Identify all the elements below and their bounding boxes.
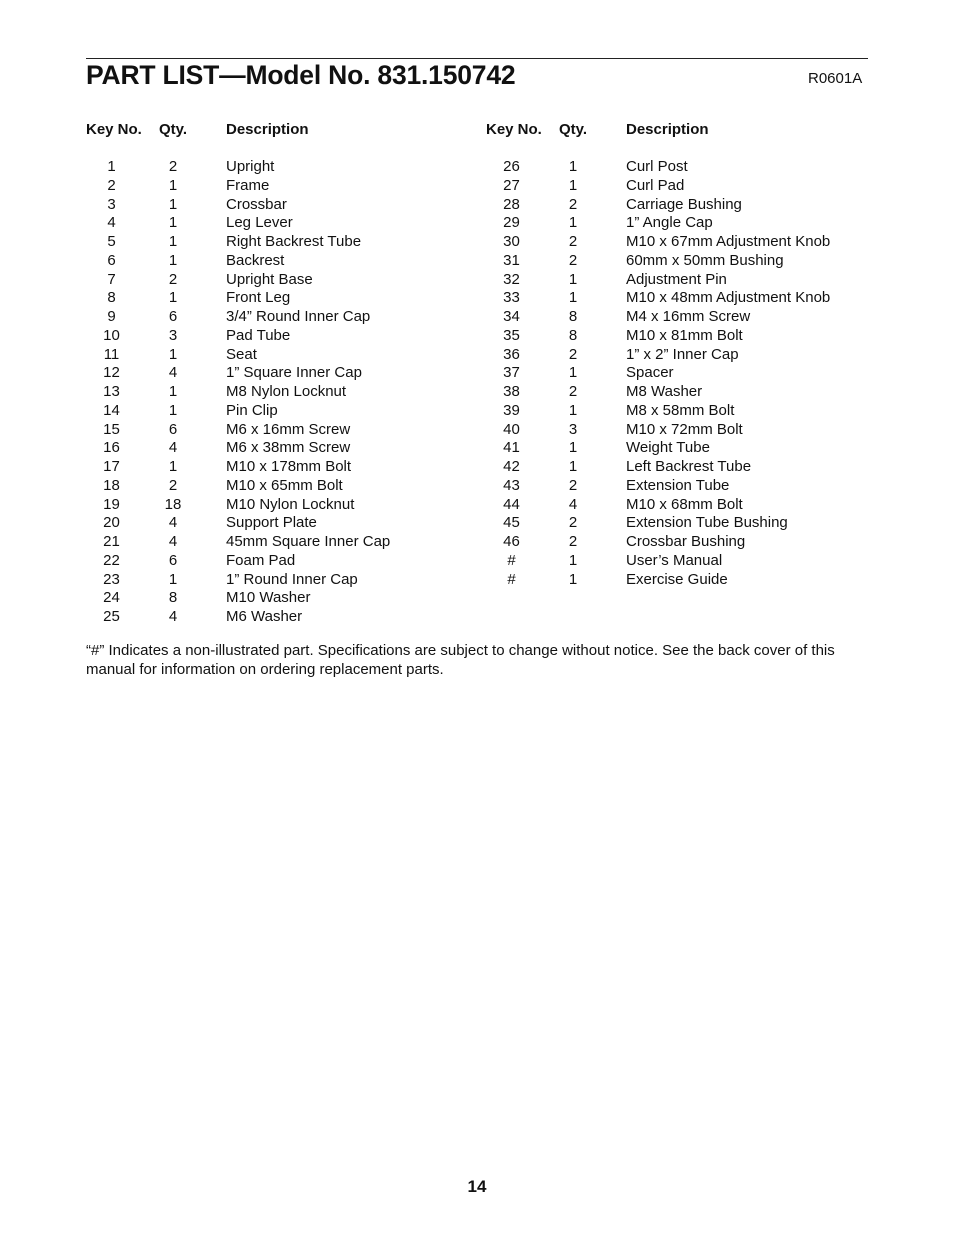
part-key-number: 21 <box>103 533 120 550</box>
table-row <box>86 439 390 458</box>
part-description: Upright Base <box>226 270 313 288</box>
part-description: Crossbar Bushing <box>626 533 746 550</box>
part-key-number: 14 <box>103 401 120 419</box>
part-description: M10 x 68mm Bolt <box>626 495 743 513</box>
table-row <box>86 496 390 515</box>
title-rule <box>86 58 868 59</box>
part-key-number: 11 <box>103 345 120 363</box>
table-row <box>486 552 830 571</box>
table-row <box>486 402 830 421</box>
part-key-number: 44 <box>503 495 520 513</box>
table-row <box>86 383 390 402</box>
part-quantity: 1 <box>568 551 578 569</box>
part-quantity: 2 <box>568 514 578 532</box>
part-key-number: 41 <box>503 439 520 457</box>
part-key-number: 22 <box>103 551 120 569</box>
part-description: Frame <box>226 176 270 194</box>
table-row <box>486 439 830 458</box>
part-description: M6 x 16mm Screw <box>226 420 351 438</box>
table-row <box>86 158 390 177</box>
table-row <box>86 533 390 552</box>
part-key-number: 4 <box>107 214 116 232</box>
page-title: PART LIST—Model No. 831.150742 <box>86 60 516 90</box>
part-quantity: 1 <box>168 176 178 194</box>
part-quantity: 1 <box>568 401 578 419</box>
part-description: Backrest <box>226 251 285 269</box>
part-quantity: 2 <box>168 270 178 288</box>
part-quantity: 2 <box>168 476 178 494</box>
part-key-number: 10 <box>103 326 120 344</box>
part-description: Curl Post <box>626 158 688 175</box>
part-quantity: 4 <box>168 608 178 625</box>
part-description: M10 x 178mm Bolt <box>226 458 352 475</box>
part-quantity: 4 <box>168 533 178 550</box>
part-description: Curl Pad <box>626 176 685 194</box>
part-quantity: 1 <box>168 289 178 307</box>
key-header: Key No. <box>86 121 142 138</box>
part-quantity: 1 <box>568 364 578 382</box>
part-description: 1” Square Inner Cap <box>226 364 362 382</box>
qty-header: Qty. <box>559 121 588 138</box>
part-key-number: 12 <box>103 364 120 382</box>
description-header: Description <box>226 121 309 138</box>
part-key-number: 45 <box>503 514 520 532</box>
part-description: Foam Pad <box>226 551 296 569</box>
part-description: Seat <box>226 345 257 363</box>
description-header: Description <box>626 121 709 138</box>
part-key-number: 38 <box>503 383 520 400</box>
table-row <box>86 346 390 365</box>
part-key-number: 25 <box>103 608 120 625</box>
part-quantity: 1 <box>568 176 578 194</box>
part-quantity: 1 <box>168 195 178 213</box>
part-description: M6 Washer <box>226 608 303 625</box>
part-description: M10 Nylon Locknut <box>226 495 355 513</box>
part-description: M10 x 81mm Bolt <box>626 326 743 344</box>
part-quantity: 2 <box>568 533 578 550</box>
part-description: Extension Tube Bushing <box>626 514 788 532</box>
part-quantity: 1 <box>168 570 178 588</box>
part-key-number: 32 <box>503 270 520 288</box>
part-quantity: 3 <box>568 420 578 438</box>
part-description: Spacer <box>626 364 674 382</box>
parts-table-right <box>486 121 830 589</box>
part-quantity: 6 <box>168 420 178 438</box>
part-quantity: 1 <box>568 439 578 457</box>
part-quantity: 6 <box>168 308 178 325</box>
table-row <box>86 552 390 571</box>
part-description: Upright <box>226 158 275 175</box>
table-row <box>86 458 390 477</box>
part-key-number: 15 <box>103 420 120 438</box>
part-key-number: 20 <box>103 514 120 532</box>
table-row <box>86 477 390 496</box>
part-description: Crossbar <box>226 195 287 213</box>
part-key-number: 9 <box>107 308 116 325</box>
key-header: Key No. <box>486 121 542 138</box>
part-key-number: 18 <box>103 476 120 494</box>
part-description: Pin Clip <box>226 401 278 419</box>
table-row <box>86 421 390 440</box>
part-quantity: 4 <box>168 439 178 457</box>
table-row <box>486 514 830 533</box>
part-quantity: 2 <box>568 251 578 269</box>
part-description: M10 x 67mm Adjustment Knob <box>626 233 831 250</box>
part-quantity: 2 <box>168 158 178 175</box>
part-description: M6 x 38mm Screw <box>226 439 351 457</box>
part-key-number: 46 <box>503 533 520 550</box>
table-row <box>486 252 830 271</box>
table-row <box>86 289 390 308</box>
part-description: M8 x 58mm Bolt <box>626 401 735 419</box>
part-quantity: 1 <box>168 251 178 269</box>
qty-header: Qty. <box>159 121 188 138</box>
part-description: Left Backrest Tube <box>626 458 752 475</box>
part-description: Leg Lever <box>226 214 293 232</box>
part-quantity: 1 <box>168 233 178 250</box>
part-description: Support Plate <box>226 514 317 532</box>
part-key-number: 7 <box>107 270 116 288</box>
part-key-number: 26 <box>503 158 520 175</box>
part-quantity: 1 <box>568 289 578 307</box>
table-row <box>86 177 390 196</box>
part-description: M8 Nylon Locknut <box>226 383 347 400</box>
table-row <box>486 177 830 196</box>
part-description: Extension Tube <box>626 476 730 494</box>
part-key-number: 36 <box>503 345 520 363</box>
table-row <box>486 327 830 346</box>
part-quantity: 1 <box>568 458 578 475</box>
table-row <box>86 514 390 533</box>
part-key-number: 28 <box>503 195 520 213</box>
part-description: Right Backrest Tube <box>226 233 362 250</box>
table-row <box>86 308 390 327</box>
table-row <box>486 289 830 308</box>
part-description: M4 x 16mm Screw <box>626 308 751 325</box>
part-key-number: 39 <box>503 401 520 419</box>
table-row <box>86 364 390 383</box>
table-row <box>486 571 830 590</box>
table-row <box>486 346 830 365</box>
part-key-number: 23 <box>103 570 120 588</box>
table-row <box>486 158 830 177</box>
part-quantity: 18 <box>164 495 182 513</box>
table-row <box>86 271 390 290</box>
part-key-number: 19 <box>103 495 120 513</box>
parts-rows-right <box>486 158 830 589</box>
part-key-number: 34 <box>503 308 520 325</box>
part-key-number: 13 <box>103 383 120 400</box>
part-quantity: 4 <box>168 514 178 532</box>
part-quantity: 2 <box>568 195 578 213</box>
table-row <box>86 327 390 346</box>
part-key-number: 29 <box>503 214 520 232</box>
part-key-number: 3 <box>107 195 116 213</box>
part-description: M10 x 65mm Bolt <box>226 476 343 494</box>
part-description: 1” x 2” Inner Cap <box>626 345 739 363</box>
part-key-number: # <box>507 570 516 588</box>
part-key-number: 6 <box>107 251 116 269</box>
table-row <box>486 458 830 477</box>
part-description: Carriage Bushing <box>626 195 742 213</box>
table-row <box>486 421 830 440</box>
part-description: Front Leg <box>226 289 291 307</box>
part-key-number: 8 <box>107 289 116 307</box>
table-row <box>486 196 830 215</box>
part-key-number: 17 <box>103 458 120 475</box>
part-description: M10 x 72mm Bolt <box>626 420 743 438</box>
table-row <box>86 589 390 608</box>
part-key-number: 5 <box>107 233 116 250</box>
part-quantity: 8 <box>568 326 578 344</box>
part-description: User’s Manual <box>626 551 723 569</box>
table-row <box>486 383 830 402</box>
part-quantity: 2 <box>568 476 578 494</box>
part-quantity: 1 <box>168 458 178 475</box>
part-quantity: 2 <box>568 233 578 250</box>
part-quantity: 1 <box>568 570 578 588</box>
part-key-number: 42 <box>503 458 520 475</box>
parts-table-left <box>86 121 390 627</box>
part-description: M10 x 48mm Adjustment Knob <box>626 289 831 307</box>
table-row <box>86 252 390 271</box>
part-key-number: 33 <box>503 289 520 307</box>
part-key-number: 27 <box>503 176 520 194</box>
table-row <box>486 533 830 552</box>
table-header <box>486 121 830 139</box>
table-row <box>86 402 390 421</box>
part-key-number: # <box>507 551 516 569</box>
part-quantity: 1 <box>568 158 578 175</box>
part-description: Pad Tube <box>226 326 291 344</box>
table-row <box>486 364 830 383</box>
table-row <box>86 608 390 627</box>
part-description: 3/4” Round Inner Cap <box>226 308 371 325</box>
part-description: Adjustment Pin <box>626 270 727 288</box>
part-quantity: 1 <box>168 383 178 400</box>
part-key-number: 30 <box>503 233 520 250</box>
part-key-number: 1 <box>107 158 116 175</box>
table-row <box>486 308 830 327</box>
part-description: M8 Washer <box>626 383 703 400</box>
part-key-number: 2 <box>107 176 116 194</box>
table-row <box>86 196 390 215</box>
part-description: 1” Angle Cap <box>626 214 713 232</box>
part-quantity: 4 <box>568 495 578 513</box>
part-quantity: 2 <box>568 383 578 400</box>
part-quantity: 1 <box>168 214 178 232</box>
part-description: Exercise Guide <box>626 570 728 588</box>
table-header <box>86 121 390 139</box>
page-number: 14 <box>467 1177 487 1196</box>
table-row <box>486 214 830 233</box>
part-quantity: 3 <box>168 326 178 344</box>
part-key-number: 24 <box>103 589 120 607</box>
part-quantity: 1 <box>568 270 578 288</box>
part-description: 1” Round Inner Cap <box>226 570 358 588</box>
table-row <box>486 271 830 290</box>
table-row <box>86 571 390 590</box>
part-description: 45mm Square Inner Cap <box>226 533 391 550</box>
part-key-number: 35 <box>503 326 520 344</box>
part-quantity: 1 <box>168 345 178 363</box>
part-quantity: 1 <box>168 401 178 419</box>
part-key-number: 43 <box>503 476 520 494</box>
footnote: “#” Indicates a non-illustrated part. Specifications are subject to change without notice. See the back cover of this manual for information on ordering replacement parts. <box>86 642 835 678</box>
part-quantity: 6 <box>168 551 178 569</box>
parts-rows-left <box>86 158 390 627</box>
part-description: M10 Washer <box>226 589 311 607</box>
table-row <box>486 496 830 515</box>
part-description: 60mm x 50mm Bushing <box>626 251 784 269</box>
table-row <box>86 214 390 233</box>
table-row <box>486 477 830 496</box>
table-row <box>486 233 830 252</box>
part-key-number: 40 <box>503 420 520 438</box>
part-quantity: 2 <box>568 345 578 363</box>
part-key-number: 16 <box>103 439 120 457</box>
part-key-number: 31 <box>503 251 520 269</box>
table-row <box>86 233 390 252</box>
part-quantity: 1 <box>568 214 578 232</box>
part-key-number: 37 <box>503 364 520 382</box>
part-description: Weight Tube <box>626 439 710 457</box>
part-quantity: 4 <box>168 364 178 382</box>
document-code: R0601A <box>808 70 863 87</box>
part-quantity: 8 <box>168 589 178 607</box>
part-quantity: 8 <box>568 308 578 325</box>
